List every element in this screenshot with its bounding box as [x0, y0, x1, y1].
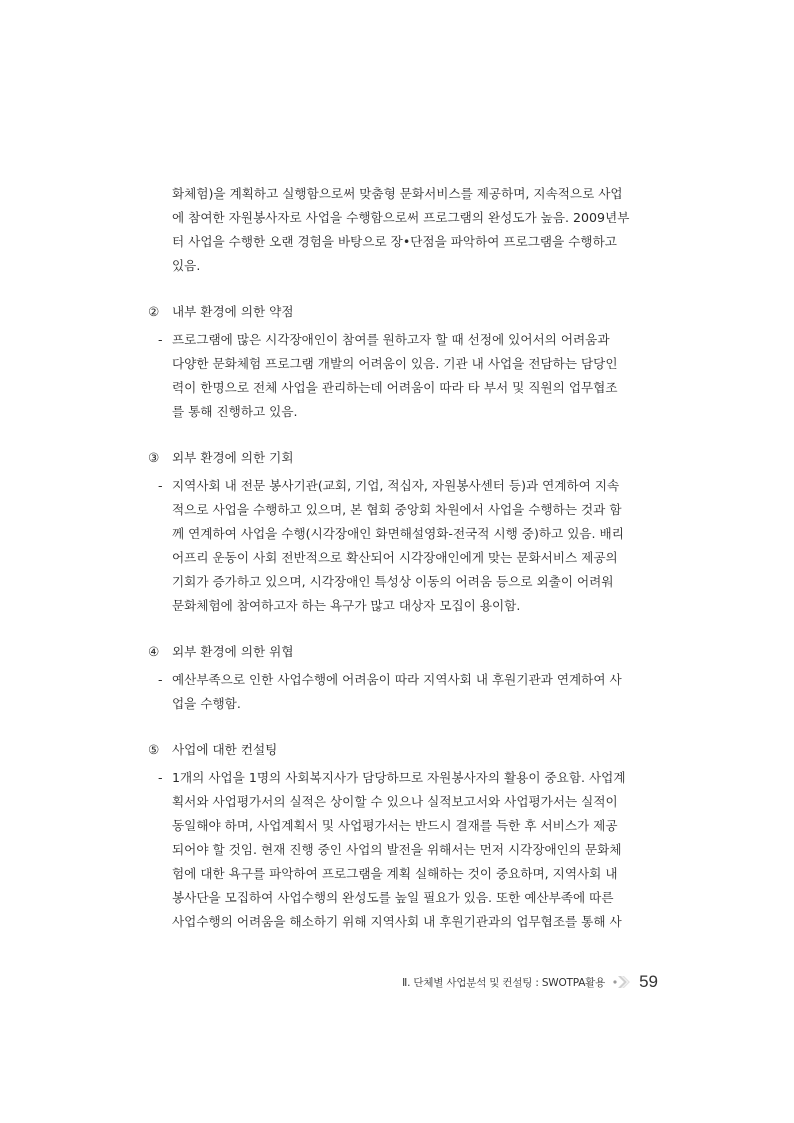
section-external-threat [148, 640, 660, 716]
bullet-paragraph [148, 328, 660, 424]
intro-line: 터 사업을 수행한 오랜 경험을 바탕으로 장•단점을 파악하여 프로그램을 수행하고 [172, 234, 617, 249]
bullet-dash: - [158, 332, 163, 347]
section-internal-weakness [148, 300, 660, 424]
paragraph-line: 예산부족으로 인한 사업수행에 어려움이 따라 지역사회 내 후원기관과 연계하여 사 [172, 672, 622, 687]
paragraph-line: 사업수행의 어려움을 해소하기 위해 지역사회 내 후원기관과의 업무협조를 통해 사 [172, 914, 622, 929]
paragraph-line: 획서와 사업평가서의 실적은 상이할 수 있으나 실적보고서와 사업평가서는 실적이 [172, 794, 618, 809]
bullet-paragraph [148, 668, 660, 716]
paragraph-line: 되어야 할 것임. 현재 진행 중인 사업의 발전을 위해서는 먼저 시각장애인의 문화체 [172, 842, 622, 857]
paragraph-line: 께 연계하여 사업을 수행(시각장애인 화면해설영화-전국적 시행 중)하고 있음. 배리 [172, 526, 624, 541]
section-heading [148, 738, 660, 762]
section-number: ⑤ [148, 742, 160, 757]
section-number: ④ [148, 644, 160, 659]
double-chevron-right-icon [613, 975, 631, 989]
section-external-opportunity [148, 446, 660, 618]
paragraph-line: 어프리 운동이 사회 전반적으로 확산되어 시각장애인에게 맞는 문화서비스 제공의 [172, 550, 618, 565]
bullet-dash: - [158, 478, 163, 493]
page-content [148, 182, 660, 934]
paragraph-line: 지역사회 내 전문 봉사기관(교회, 기업, 적십자, 자원봉사센터 등)과 연계하여 지속 [172, 478, 620, 493]
intro-paragraph [148, 182, 660, 278]
paragraph-line: 봉사단을 모집하여 사업수행의 완성도를 높일 필요가 있음. 또한 예산부족에 따른 [172, 890, 614, 905]
section-heading [148, 300, 660, 324]
section-title: 외부 환경에 의한 기회 [172, 450, 294, 465]
paragraph-line: 동일해야 하며, 사업계획서 및 사업평가서는 반드시 결재를 득한 후 서비스가 제공 [172, 818, 618, 833]
paragraph-line: 프로그램에 많은 시각장애인이 참여를 원하고자 할 때 선정에 있어서의 어려움과 [172, 332, 610, 347]
intro-line: 화체험)을 계획하고 실행함으로써 맞춤형 문화서비스를 제공하며, 지속적으로 사업 [172, 186, 623, 201]
paragraph-line: 업을 수행함. [172, 696, 241, 711]
section-number: ② [148, 304, 160, 319]
section-title: 사업에 대한 컨설팅 [172, 742, 278, 757]
paragraph-line: 기회가 증가하고 있으며, 시각장애인 특성상 이동의 어려움 등으로 외출이 어려워 [172, 574, 614, 589]
section-heading [148, 640, 660, 664]
paragraph-line: 다양한 문화체험 프로그램 개발의 어려움이 있음. 기관 내 사업을 전담하는 담당인 [172, 356, 618, 371]
page-number: 59 [639, 972, 658, 991]
bullet-paragraph [148, 766, 660, 934]
section-title: 외부 환경에 의한 위협 [172, 644, 294, 659]
paragraph-line: 험에 대한 욕구를 파악하여 프로그램을 계획 실해하는 것이 중요하며, 지역사회 내 [172, 866, 618, 881]
paragraph-line: 문화체험에 참여하고자 하는 욕구가 많고 대상자 모집이 용이함. [172, 598, 521, 613]
paragraph-line: 력이 한명으로 전체 사업을 관리하는데 어려움이 따라 타 부서 및 직원의 업무협조 [172, 380, 618, 395]
intro-line: 에 참여한 자원봉사자로 사업을 수행함으로써 프로그램의 완성도가 높음. 2009년부 [172, 210, 630, 225]
running-footer-title: Ⅱ. 단체별 사업분석 및 컨설팅 : SWOTPA활용 [402, 976, 606, 989]
bullet-dash: - [158, 672, 163, 687]
section-title: 내부 환경에 의한 약점 [172, 304, 294, 319]
paragraph-line: 적으로 사업을 수행하고 있으며, 본 협회 중앙회 차원에서 사업을 수행하는 것과 함 [172, 502, 622, 517]
paragraph-line: 를 통해 진행하고 있음. [172, 404, 298, 419]
bullet-dash: - [158, 770, 163, 785]
section-consulting [148, 738, 660, 934]
bullet-paragraph [148, 474, 660, 618]
intro-line: 있음. [172, 258, 201, 273]
page-footer [402, 972, 658, 992]
section-heading [148, 446, 660, 470]
section-number: ③ [148, 450, 160, 465]
paragraph-line: 1개의 사업을 1명의 사회복지사가 담당하므로 자원봉사자의 활용이 중요함. 사업계 [172, 770, 626, 785]
